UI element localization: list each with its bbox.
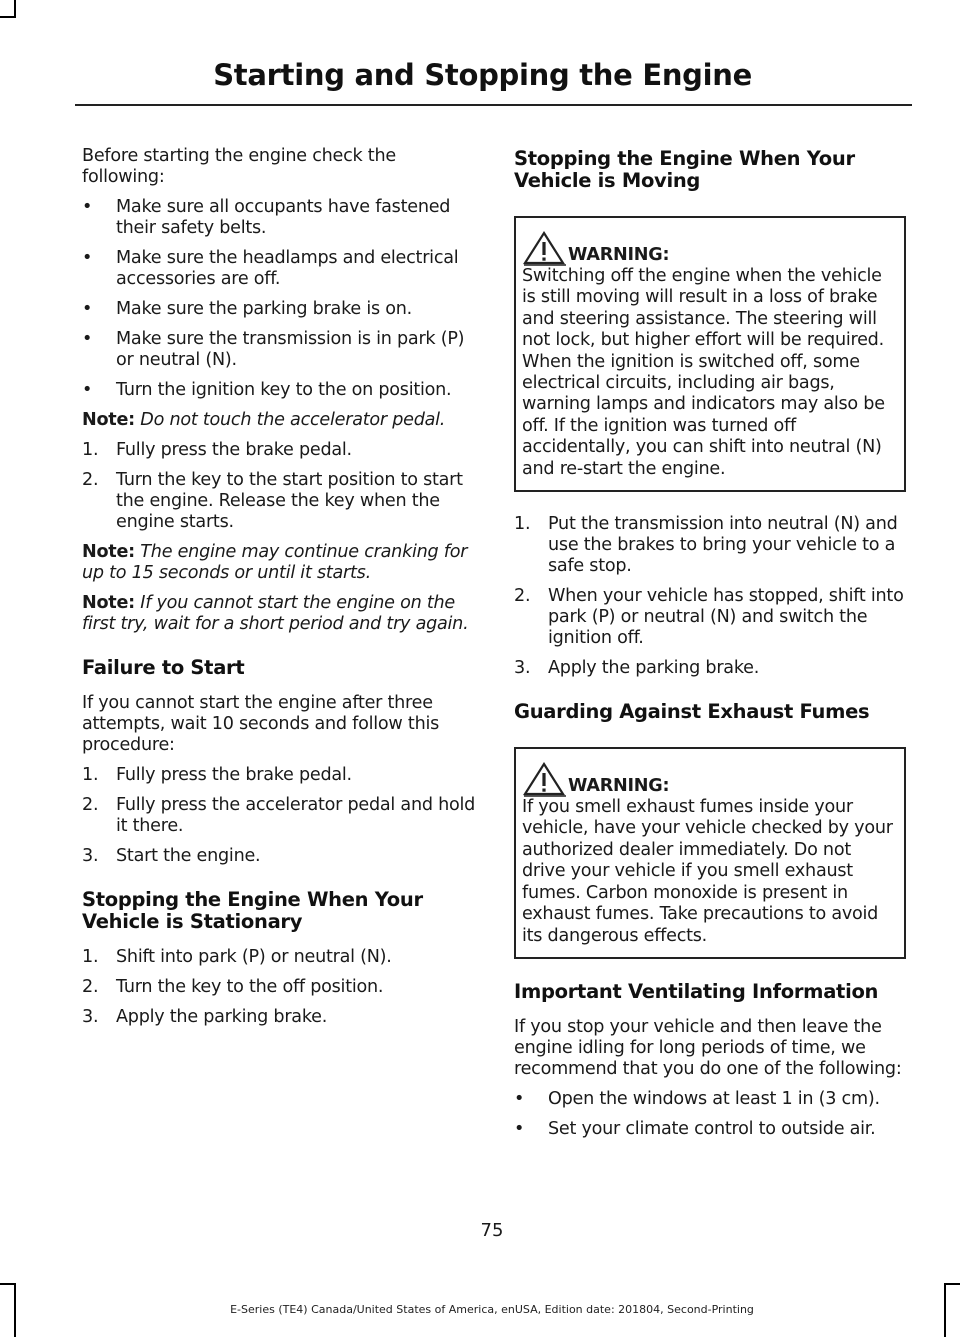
- step-item: 2. Fully press the accelerator pedal and hold it there.: [82, 795, 476, 836]
- warning-triangle-icon: [522, 230, 566, 266]
- step-item: 2. Turn the key to the off position.: [82, 977, 384, 997]
- bullet: •: [82, 380, 93, 400]
- step-item: 3. Apply the parking brake.: [82, 1007, 328, 1027]
- vent-list: [514, 1089, 906, 1140]
- pre-start-checklist: [82, 197, 482, 401]
- note: Note: Do not touch the accelerator pedal.: [82, 410, 446, 430]
- moving-steps: [514, 514, 906, 679]
- bullet: •: [82, 248, 93, 268]
- section-heading-stationary: Stopping the Engine When Your Vehicle is Stationary: [82, 888, 423, 933]
- warning-text: If you smell exhaust fumes inside your vehicle, have your vehicle checked by your authorized dealer immediately. Do not drive your vehicle if you smell exhaust fumes. Carbon monoxide is present in exhaust fumes. Take precautions to avoid its dangerous effects.: [522, 797, 893, 946]
- list-item: • Open the windows at least 1 in (3 cm).: [514, 1088, 880, 1109]
- header-divider: [75, 104, 912, 106]
- step-item: 2. Turn the key to the start position to start the engine. Release the key when the engine starts.: [82, 470, 463, 532]
- page-number: 75: [480, 1220, 504, 1241]
- list-item: • Make sure all occupants have fastened their safety belts.: [82, 197, 451, 238]
- note: Note: The engine may continue cranking for up to 15 seconds or until it starts.: [82, 542, 468, 583]
- warning-box-exhaust: WARNING: If you smell exhaust fumes inside your vehicle, have your vehicle checked by your authorized dealer immediately. Do not drive your vehicle if you smell exhaust fumes. Carbon monoxide is present in exhaust fumes. Take precautions to avoid its dangerous effects.: [514, 747, 906, 959]
- list-item: • Make sure the transmission is in park (P) or neutral (N).: [82, 329, 465, 370]
- bullet: •: [514, 1118, 525, 1139]
- step-item: 2. When your vehicle has stopped, shift into park (P) or neutral (N) and switch the ignition off.: [514, 586, 904, 649]
- list-item: • Set your climate control to outside air.: [514, 1118, 876, 1139]
- crop-mark: [0, 16, 16, 18]
- right-column: [514, 146, 906, 1149]
- crop-mark: [944, 1283, 960, 1285]
- bullet: •: [82, 197, 93, 217]
- list-item: • Make sure the parking brake is on.: [82, 299, 412, 319]
- intro-text: Before starting the engine check the following:: [82, 146, 396, 187]
- step-item: 1. Fully press the brake pedal.: [82, 765, 352, 785]
- warning-box-moving: WARNING: Switching off the engine when the vehicle is still moving will result in a loss of brake and steering assistance. The steering will not lock, but higher effort will be required. When the ignition is switched off, some electrical circuits, including air bags, warning lamps and indicators may also be off. If the ignition was turned off accidentally, you can shift into neutral (N) and re-start the engine.: [514, 216, 906, 492]
- warning-text: Switching off the engine when the vehicle is still moving will result in a loss of brake and steering assistance. The steering will not lock, but higher effort will be required. When the ignition is switched off, some electrical circuits, including air bags, warning lamps and indicators may also be off. If the ignition was turned off accidentally, you can shift into neutral (N) and re-start the engine.: [522, 266, 885, 479]
- section-heading-ventilating: Important Ventilating Information: [514, 979, 879, 1003]
- section-heading-exhaust: Guarding Against Exhaust Fumes: [514, 700, 870, 724]
- section-heading-moving: Stopping the Engine When Your Vehicle is Moving: [514, 147, 855, 192]
- list-item: • Turn the ignition key to the on position.: [82, 380, 452, 400]
- failure-steps: [82, 765, 482, 867]
- bullet: •: [514, 1088, 525, 1109]
- bullet: •: [82, 299, 93, 319]
- page-title: Starting and Stopping the Engine: [213, 58, 752, 92]
- step-item: 3. Start the engine.: [82, 846, 261, 866]
- note: Note: If you cannot start the engine on the first try, wait for a short period and try again.: [82, 593, 469, 634]
- vent-intro: If you stop your vehicle and then leave the engine idling for long periods of time, we recommend that you do one of the following:: [514, 1016, 902, 1079]
- step-item: 1. Shift into park (P) or neutral (N).: [82, 947, 392, 967]
- start-steps: [82, 440, 482, 533]
- step-item: 1. Fully press the brake pedal.: [82, 440, 352, 460]
- warning-triangle-icon: [522, 761, 566, 797]
- stationary-steps: [82, 947, 482, 1028]
- left-column: [82, 146, 482, 1037]
- list-item: • Make sure the headlamps and electrical accessories are off.: [82, 248, 459, 289]
- bullet: •: [82, 329, 93, 349]
- failure-intro: If you cannot start the engine after three attempts, wait 10 seconds and follow this procedure:: [82, 693, 440, 755]
- edition-footer: E-Series (TE4) Canada/United States of America, enUSA, Edition date: 201804, Second-Printing: [230, 1303, 754, 1316]
- step-item: 3. Apply the parking brake.: [514, 658, 760, 679]
- step-item: 1. Put the transmission into neutral (N) and use the brakes to bring your vehicle to a safe stop.: [514, 514, 898, 577]
- crop-mark: [0, 1283, 16, 1285]
- section-heading-failure-to-start: Failure to Start: [82, 656, 245, 679]
